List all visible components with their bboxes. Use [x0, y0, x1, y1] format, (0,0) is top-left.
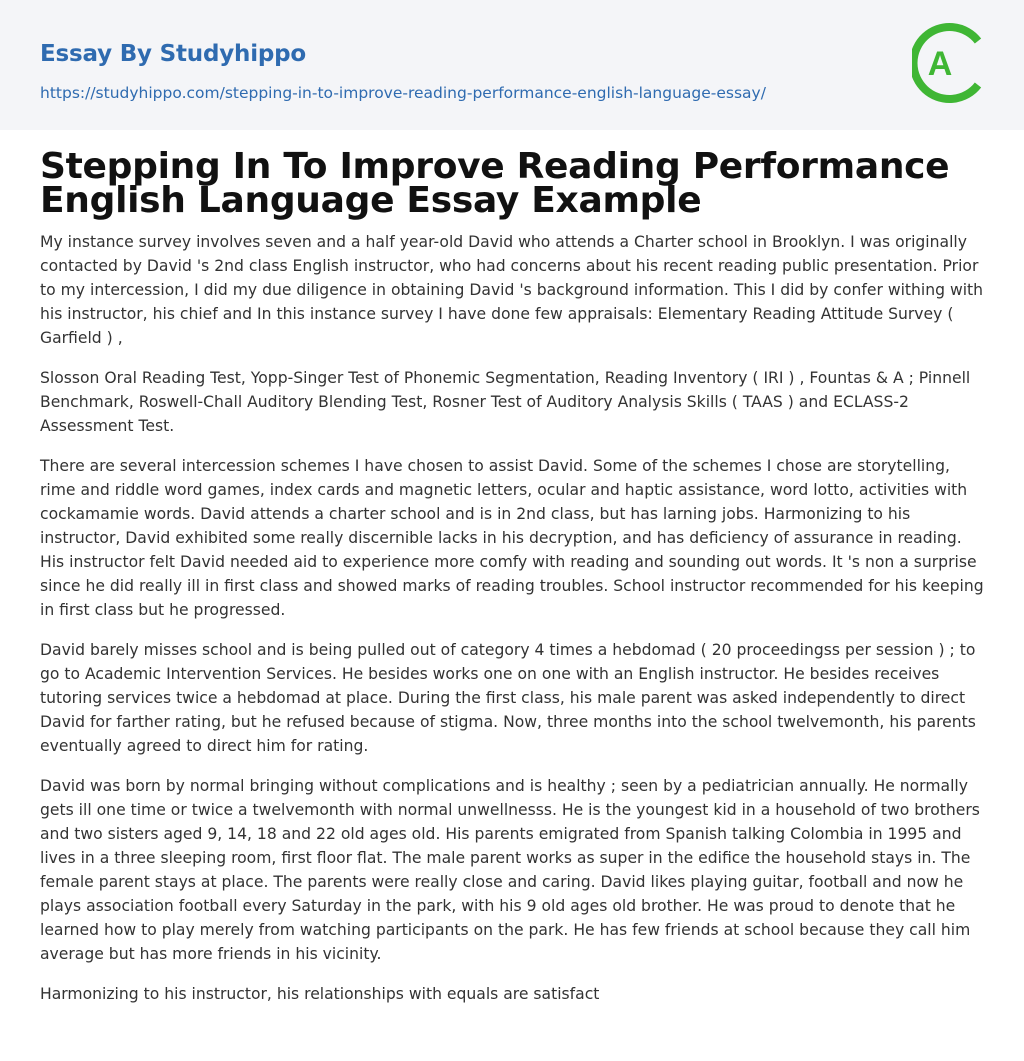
page-title: Stepping In To Improve Reading Performance English Language Essay Example [40, 146, 950, 221]
site-header [0, 0, 1024, 130]
essay-paragraph: Slosson Oral Reading Test, Yopp-Singer Test of Phonemic Segmentation, Reading Inventory ( IRI ) , Fountas & A ; Pinnell Benchmark, Roswell-Chall Auditory Blending Test, Rosner Test of Auditory Analysis Skills ( TAAS ) and ECLASS-2 Assessment Test. [40, 369, 971, 435]
studyhippo-logo-icon[interactable] [912, 19, 988, 107]
article [0, 148, 1024, 1006]
source-url-link[interactable]: https://studyhippo.com/stepping-in-to-improve-reading-performance-english-language-essay/ [40, 84, 766, 102]
essay-paragraph: My instance survey involves seven and a half year-old David who attends a Charter school in Brooklyn. I was originally contacted by David 's 2nd class English instructor, who had concerns about his recent reading public presentation. Prior to my intercession, I did my due diligence in obtaining David 's background information. This I did by confer withing with his instructor, his chief and In this instance survey I have done few appraisals: Elementary Reading Attitude Survey ( Garfield ) , [40, 233, 984, 347]
essay-paragraph: David barely misses school and is being pulled out of category 4 times a hebdomad ( 20 proceedingss per session ) ; to go to Academic Intervention Services. He besides works one on one with an English instructor. He besides receives tutoring services twice a hebdomad at place. During the first class, his male parent was asked independently to direct David for farther rating, but he refused because of stigma. Now, three months into the school twelvemonth, his parents eventually agreed to direct him for rating. [40, 641, 976, 755]
essay-paragraph: David was born by normal bringing without complications and is healthy ; seen by a pediatrician annually. He normally gets ill one time or twice a twelvemonth with normal unwellnesss. He is the youngest kid in a household of two brothers and two sisters aged 9, 14, 18 and 22 old ages old. His parents emigrated from Spanish talking Colombia in 1995 and lives in a three sleeping room, first floor flat. The male parent works as super in the edifice the household stays in. The female parent stays at place. The parents were really close and caring. David likes playing guitar, football and now he plays association football every Saturday in the park, with his 9 old ages old brother. He was proud to denote that he learned how to play merely from watching participants on the park. He has few friends at school because they call him average but has more friends in his vicinity. [40, 777, 980, 963]
site-brand[interactable]: Essay By Studyhippo [40, 41, 307, 67]
logo-letter: A [927, 45, 953, 83]
essay-paragraph: There are several intercession schemes I have chosen to assist David. Some of the schemes I chose are storytelling, rime and riddle word games, index cards and magnetic letters, ocular and haptic assistance, word lotto, activities with cockamamie words. David attends a charter school and is in 2nd class, but has larning jobs. Harmonizing to his instructor, David exhibited some really discernible lacks in his decryption, and has deficiency of assurance in reading. His instructor felt David needed aid to experience more comfy with reading and sounding out words. It 's non a surprise since he did really ill in first class and showed marks of reading troubles. School instructor recommended for his keeping in first class but he progressed. [40, 457, 984, 619]
essay-body [40, 230, 984, 1006]
essay-paragraph: Harmonizing to his instructor, his relationships with equals are satisfact [40, 985, 600, 1003]
